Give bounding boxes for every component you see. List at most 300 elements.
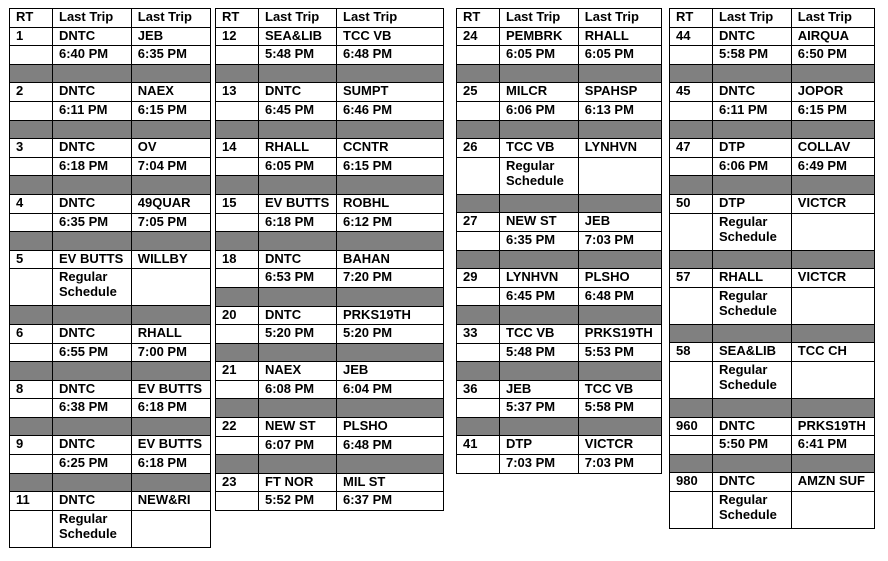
regular-schedule-row xyxy=(670,361,875,398)
route-number: 25 xyxy=(457,83,500,102)
from-stop: DNTC xyxy=(259,250,337,269)
route-number: 3 xyxy=(10,139,53,158)
separator-row xyxy=(670,324,875,343)
empty-cell xyxy=(131,269,210,306)
to-stop: NAEX xyxy=(131,83,210,102)
separator-row xyxy=(10,64,211,83)
last-trip-header: Last Trip xyxy=(791,9,874,28)
route-row xyxy=(670,139,875,158)
time-row xyxy=(10,157,211,176)
to-stop: 49QUAR xyxy=(131,194,210,213)
route-number: 24 xyxy=(457,27,500,46)
from-time: 6:06 PM xyxy=(500,101,579,120)
separator-cell xyxy=(10,176,53,195)
from-stop: JEB xyxy=(500,380,579,399)
route-number: 12 xyxy=(216,27,259,46)
from-time: 6:07 PM xyxy=(259,436,337,455)
separator-cell xyxy=(337,64,444,83)
separator-cell xyxy=(337,399,444,418)
separator-row xyxy=(10,120,211,139)
route-row xyxy=(10,436,211,455)
route-table-1 xyxy=(9,8,211,548)
route-number: 1 xyxy=(10,27,53,46)
separator-cell xyxy=(259,120,337,139)
separator-row xyxy=(457,250,662,269)
empty-cell xyxy=(216,46,259,65)
time-row xyxy=(457,399,662,418)
from-stop: FT NOR xyxy=(259,473,337,492)
to-time: 6:48 PM xyxy=(337,436,444,455)
from-time: 6:18 PM xyxy=(53,157,132,176)
separator-cell xyxy=(713,398,792,417)
regular-schedule-note: Regular Schedule xyxy=(53,510,132,547)
from-stop: DNTC xyxy=(713,27,792,46)
separator-cell xyxy=(337,120,444,139)
separator-cell xyxy=(216,287,259,306)
separator-cell xyxy=(259,287,337,306)
separator-cell xyxy=(457,120,500,139)
from-stop: DNTC xyxy=(53,83,132,102)
route-row xyxy=(457,269,662,288)
route-table-3 xyxy=(456,8,662,474)
time-row xyxy=(670,101,875,120)
route-row xyxy=(457,139,662,158)
from-time: 6:53 PM xyxy=(259,269,337,288)
separator-cell xyxy=(53,64,132,83)
from-time: 5:37 PM xyxy=(500,399,579,418)
time-row xyxy=(457,231,662,250)
separator-cell xyxy=(578,306,661,325)
from-time: 6:11 PM xyxy=(713,101,792,120)
to-stop: PRKS19TH xyxy=(337,306,444,325)
route-number: 21 xyxy=(216,362,259,381)
empty-cell xyxy=(670,101,713,120)
to-stop: JEB xyxy=(131,27,210,46)
empty-cell xyxy=(457,399,500,418)
to-time: 5:20 PM xyxy=(337,325,444,344)
route-number: 23 xyxy=(216,473,259,492)
to-stop: JOPOR xyxy=(791,83,874,102)
separator-cell xyxy=(713,64,792,83)
from-stop: EV BUTTS xyxy=(259,194,337,213)
time-row xyxy=(457,46,662,65)
rt-header: RT xyxy=(216,9,259,28)
to-stop: JEB xyxy=(337,362,444,381)
to-stop: VICTCR xyxy=(791,269,874,288)
to-time: 7:04 PM xyxy=(131,157,210,176)
last-trip-header: Last Trip xyxy=(131,9,210,28)
separator-cell xyxy=(53,306,132,325)
separator-cell xyxy=(337,287,444,306)
separator-cell xyxy=(216,399,259,418)
empty-cell xyxy=(457,157,500,194)
time-row xyxy=(457,343,662,362)
from-stop: DNTC xyxy=(53,380,132,399)
from-time: 5:48 PM xyxy=(500,343,579,362)
to-time: 7:03 PM xyxy=(578,231,661,250)
time-row xyxy=(216,213,444,232)
route-number: 8 xyxy=(10,380,53,399)
to-time: 6:37 PM xyxy=(337,492,444,511)
to-time: 7:05 PM xyxy=(131,213,210,232)
route-table-2 xyxy=(215,8,444,511)
from-stop: DNTC xyxy=(259,306,337,325)
separator-cell xyxy=(10,417,53,436)
route-table-4 xyxy=(669,8,875,529)
from-time: 5:48 PM xyxy=(259,46,337,65)
time-row xyxy=(670,157,875,176)
to-stop: EV BUTTS xyxy=(131,380,210,399)
from-time: 6:40 PM xyxy=(53,46,132,65)
route-row xyxy=(10,194,211,213)
last-trip-header: Last Trip xyxy=(259,9,337,28)
separator-row xyxy=(670,176,875,195)
empty-cell xyxy=(670,213,713,250)
time-row xyxy=(216,46,444,65)
separator-cell xyxy=(457,306,500,325)
separator-cell xyxy=(670,250,713,269)
route-number: 6 xyxy=(10,324,53,343)
separator-cell xyxy=(791,64,874,83)
separator-cell xyxy=(216,120,259,139)
to-stop: OV xyxy=(131,139,210,158)
to-stop: PLSHO xyxy=(578,269,661,288)
separator-cell xyxy=(10,232,53,251)
separator-cell xyxy=(500,194,579,213)
separator-cell xyxy=(131,232,210,251)
time-row xyxy=(670,46,875,65)
route-number: 26 xyxy=(457,139,500,158)
to-time: 7:20 PM xyxy=(337,269,444,288)
from-stop: NEW ST xyxy=(259,418,337,437)
separator-cell xyxy=(10,473,53,492)
separator-cell xyxy=(670,176,713,195)
empty-cell xyxy=(457,46,500,65)
route-number: 47 xyxy=(670,139,713,158)
separator-cell xyxy=(457,194,500,213)
from-stop: MILCR xyxy=(500,83,579,102)
separator-cell xyxy=(670,454,713,473)
regular-schedule-note: Regular Schedule xyxy=(53,269,132,306)
separator-cell xyxy=(10,120,53,139)
separator-row xyxy=(216,343,444,362)
to-time: 6:13 PM xyxy=(578,101,661,120)
separator-cell xyxy=(500,306,579,325)
route-row xyxy=(10,324,211,343)
separator-row xyxy=(10,176,211,195)
separator-cell xyxy=(259,343,337,362)
separator-cell xyxy=(791,176,874,195)
separator-row xyxy=(457,362,662,381)
empty-cell xyxy=(457,343,500,362)
to-stop: RHALL xyxy=(578,27,661,46)
regular-schedule-row xyxy=(670,491,875,528)
empty-cell xyxy=(10,269,53,306)
route-row xyxy=(216,83,444,102)
time-row xyxy=(10,399,211,418)
regular-schedule-row xyxy=(670,287,875,324)
separator-row xyxy=(216,176,444,195)
to-time: 6:50 PM xyxy=(791,46,874,65)
from-stop: DNTC xyxy=(713,417,792,436)
time-row xyxy=(10,213,211,232)
separator-cell xyxy=(259,64,337,83)
from-stop: DNTC xyxy=(53,436,132,455)
empty-cell xyxy=(791,287,874,324)
separator-cell xyxy=(791,324,874,343)
empty-cell xyxy=(10,343,53,362)
from-time: 6:11 PM xyxy=(53,101,132,120)
to-time: 5:53 PM xyxy=(578,343,661,362)
route-row xyxy=(670,27,875,46)
time-row xyxy=(216,436,444,455)
separator-row xyxy=(216,64,444,83)
regular-schedule-row xyxy=(670,213,875,250)
time-row xyxy=(10,455,211,474)
empty-cell xyxy=(791,491,874,528)
to-stop: PLSHO xyxy=(337,418,444,437)
route-row xyxy=(670,269,875,288)
separator-cell xyxy=(578,120,661,139)
route-number: 2 xyxy=(10,83,53,102)
empty-cell xyxy=(670,46,713,65)
route-row xyxy=(457,27,662,46)
separator-cell xyxy=(500,250,579,269)
separator-row xyxy=(10,362,211,381)
empty-cell xyxy=(670,491,713,528)
from-stop: TCC VB xyxy=(500,139,579,158)
route-number: 22 xyxy=(216,418,259,437)
separator-cell xyxy=(131,473,210,492)
separator-cell xyxy=(670,64,713,83)
separator-cell xyxy=(578,194,661,213)
regular-schedule-note: Regular Schedule xyxy=(500,157,579,194)
route-row xyxy=(216,362,444,381)
to-stop: TCC CH xyxy=(791,343,874,362)
separator-cell xyxy=(131,306,210,325)
separator-cell xyxy=(337,176,444,195)
route-number: 11 xyxy=(10,492,53,511)
from-time: 6:06 PM xyxy=(713,157,792,176)
empty-cell xyxy=(670,157,713,176)
separator-cell xyxy=(259,232,337,251)
to-stop: COLLAV xyxy=(791,139,874,158)
route-number: 4 xyxy=(10,194,53,213)
rt-header: RT xyxy=(10,9,53,28)
route-number: 45 xyxy=(670,83,713,102)
empty-cell xyxy=(670,361,713,398)
empty-cell xyxy=(216,492,259,511)
regular-schedule-note: Regular Schedule xyxy=(713,287,792,324)
from-time: 6:45 PM xyxy=(500,287,579,306)
empty-cell xyxy=(670,436,713,455)
route-number: 980 xyxy=(670,473,713,492)
to-stop: AIRQUA xyxy=(791,27,874,46)
separator-cell xyxy=(578,250,661,269)
last-trip-header: Last Trip xyxy=(500,9,579,28)
from-stop: DTP xyxy=(713,194,792,213)
to-time: 6:12 PM xyxy=(337,213,444,232)
route-row xyxy=(670,473,875,492)
route-row xyxy=(216,418,444,437)
separator-cell xyxy=(670,398,713,417)
separator-row xyxy=(457,64,662,83)
separator-cell xyxy=(131,120,210,139)
time-row xyxy=(216,157,444,176)
to-time: 7:03 PM xyxy=(578,455,661,474)
to-stop: AMZN SUF xyxy=(791,473,874,492)
separator-cell xyxy=(53,473,132,492)
separator-row xyxy=(216,455,444,474)
route-row xyxy=(670,417,875,436)
separator-cell xyxy=(216,176,259,195)
separator-cell xyxy=(53,176,132,195)
separator-cell xyxy=(457,362,500,381)
separator-cell xyxy=(259,399,337,418)
to-stop: SUMPT xyxy=(337,83,444,102)
regular-schedule-row xyxy=(457,157,662,194)
last-trip-header: Last Trip xyxy=(337,9,444,28)
separator-cell xyxy=(10,306,53,325)
from-stop: DNTC xyxy=(53,139,132,158)
separator-cell xyxy=(216,232,259,251)
to-time: 6:04 PM xyxy=(337,380,444,399)
separator-cell xyxy=(457,250,500,269)
time-row xyxy=(10,46,211,65)
empty-cell xyxy=(216,325,259,344)
separator-cell xyxy=(713,454,792,473)
to-time: 6:46 PM xyxy=(337,101,444,120)
route-number: 9 xyxy=(10,436,53,455)
separator-row xyxy=(670,64,875,83)
from-stop: RHALL xyxy=(259,139,337,158)
time-row xyxy=(457,101,662,120)
route-row xyxy=(670,194,875,213)
route-row xyxy=(216,473,444,492)
from-time: 6:18 PM xyxy=(259,213,337,232)
separator-cell xyxy=(457,417,500,436)
separator-cell xyxy=(713,176,792,195)
to-stop: ROBHL xyxy=(337,194,444,213)
separator-row xyxy=(216,232,444,251)
header-row xyxy=(216,9,444,28)
regular-schedule-note: Regular Schedule xyxy=(713,361,792,398)
to-stop: CCNTR xyxy=(337,139,444,158)
route-number: 13 xyxy=(216,83,259,102)
empty-cell xyxy=(457,455,500,474)
route-row xyxy=(670,83,875,102)
from-stop: DNTC xyxy=(53,194,132,213)
route-number: 57 xyxy=(670,269,713,288)
separator-cell xyxy=(53,417,132,436)
from-time: 6:45 PM xyxy=(259,101,337,120)
route-number: 33 xyxy=(457,324,500,343)
route-row xyxy=(10,492,211,511)
separator-cell xyxy=(457,64,500,83)
empty-cell xyxy=(10,157,53,176)
from-stop: NAEX xyxy=(259,362,337,381)
from-time: 6:38 PM xyxy=(53,399,132,418)
empty-cell xyxy=(10,46,53,65)
time-row xyxy=(216,492,444,511)
separator-cell xyxy=(500,64,579,83)
time-row xyxy=(216,325,444,344)
route-row xyxy=(457,436,662,455)
separator-row xyxy=(10,306,211,325)
separator-row xyxy=(457,417,662,436)
empty-cell xyxy=(10,399,53,418)
empty-cell xyxy=(670,287,713,324)
time-row xyxy=(10,101,211,120)
from-stop: TCC VB xyxy=(500,324,579,343)
separator-cell xyxy=(791,250,874,269)
route-row xyxy=(457,213,662,232)
separator-cell xyxy=(578,417,661,436)
to-stop: LYNHVN xyxy=(578,139,661,158)
separator-cell xyxy=(578,64,661,83)
header-row xyxy=(670,9,875,28)
from-stop: DNTC xyxy=(53,27,132,46)
to-time: 6:15 PM xyxy=(131,101,210,120)
to-time: 6:18 PM xyxy=(131,455,210,474)
empty-cell xyxy=(216,213,259,232)
empty-cell xyxy=(10,101,53,120)
route-row xyxy=(216,250,444,269)
route-number: 5 xyxy=(10,250,53,269)
to-stop: VICTCR xyxy=(578,436,661,455)
separator-row xyxy=(216,287,444,306)
separator-cell xyxy=(791,454,874,473)
to-stop: WILLBY xyxy=(131,250,210,269)
from-stop: DNTC xyxy=(713,83,792,102)
separator-row xyxy=(10,473,211,492)
to-time: 6:41 PM xyxy=(791,436,874,455)
route-number: 15 xyxy=(216,194,259,213)
separator-row xyxy=(670,454,875,473)
rt-header: RT xyxy=(457,9,500,28)
route-number: 44 xyxy=(670,27,713,46)
empty-cell xyxy=(10,455,53,474)
separator-row xyxy=(670,120,875,139)
empty-cell xyxy=(457,231,500,250)
separator-cell xyxy=(670,324,713,343)
to-time: 6:48 PM xyxy=(578,287,661,306)
route-row xyxy=(10,139,211,158)
to-stop: TCC VB xyxy=(337,27,444,46)
separator-cell xyxy=(500,120,579,139)
to-stop: EV BUTTS xyxy=(131,436,210,455)
separator-cell xyxy=(791,120,874,139)
empty-cell xyxy=(216,157,259,176)
from-time: 5:50 PM xyxy=(713,436,792,455)
time-row xyxy=(216,380,444,399)
to-stop: JEB xyxy=(578,213,661,232)
from-stop: DNTC xyxy=(53,324,132,343)
route-row xyxy=(10,27,211,46)
from-time: 6:08 PM xyxy=(259,380,337,399)
separator-row xyxy=(457,194,662,213)
separator-cell xyxy=(216,64,259,83)
separator-cell xyxy=(131,362,210,381)
empty-cell xyxy=(457,287,500,306)
to-stop: TCC VB xyxy=(578,380,661,399)
separator-cell xyxy=(337,232,444,251)
from-stop: DTP xyxy=(500,436,579,455)
route-number: 58 xyxy=(670,343,713,362)
to-time: 5:58 PM xyxy=(578,399,661,418)
separator-cell xyxy=(10,362,53,381)
route-number: 20 xyxy=(216,306,259,325)
